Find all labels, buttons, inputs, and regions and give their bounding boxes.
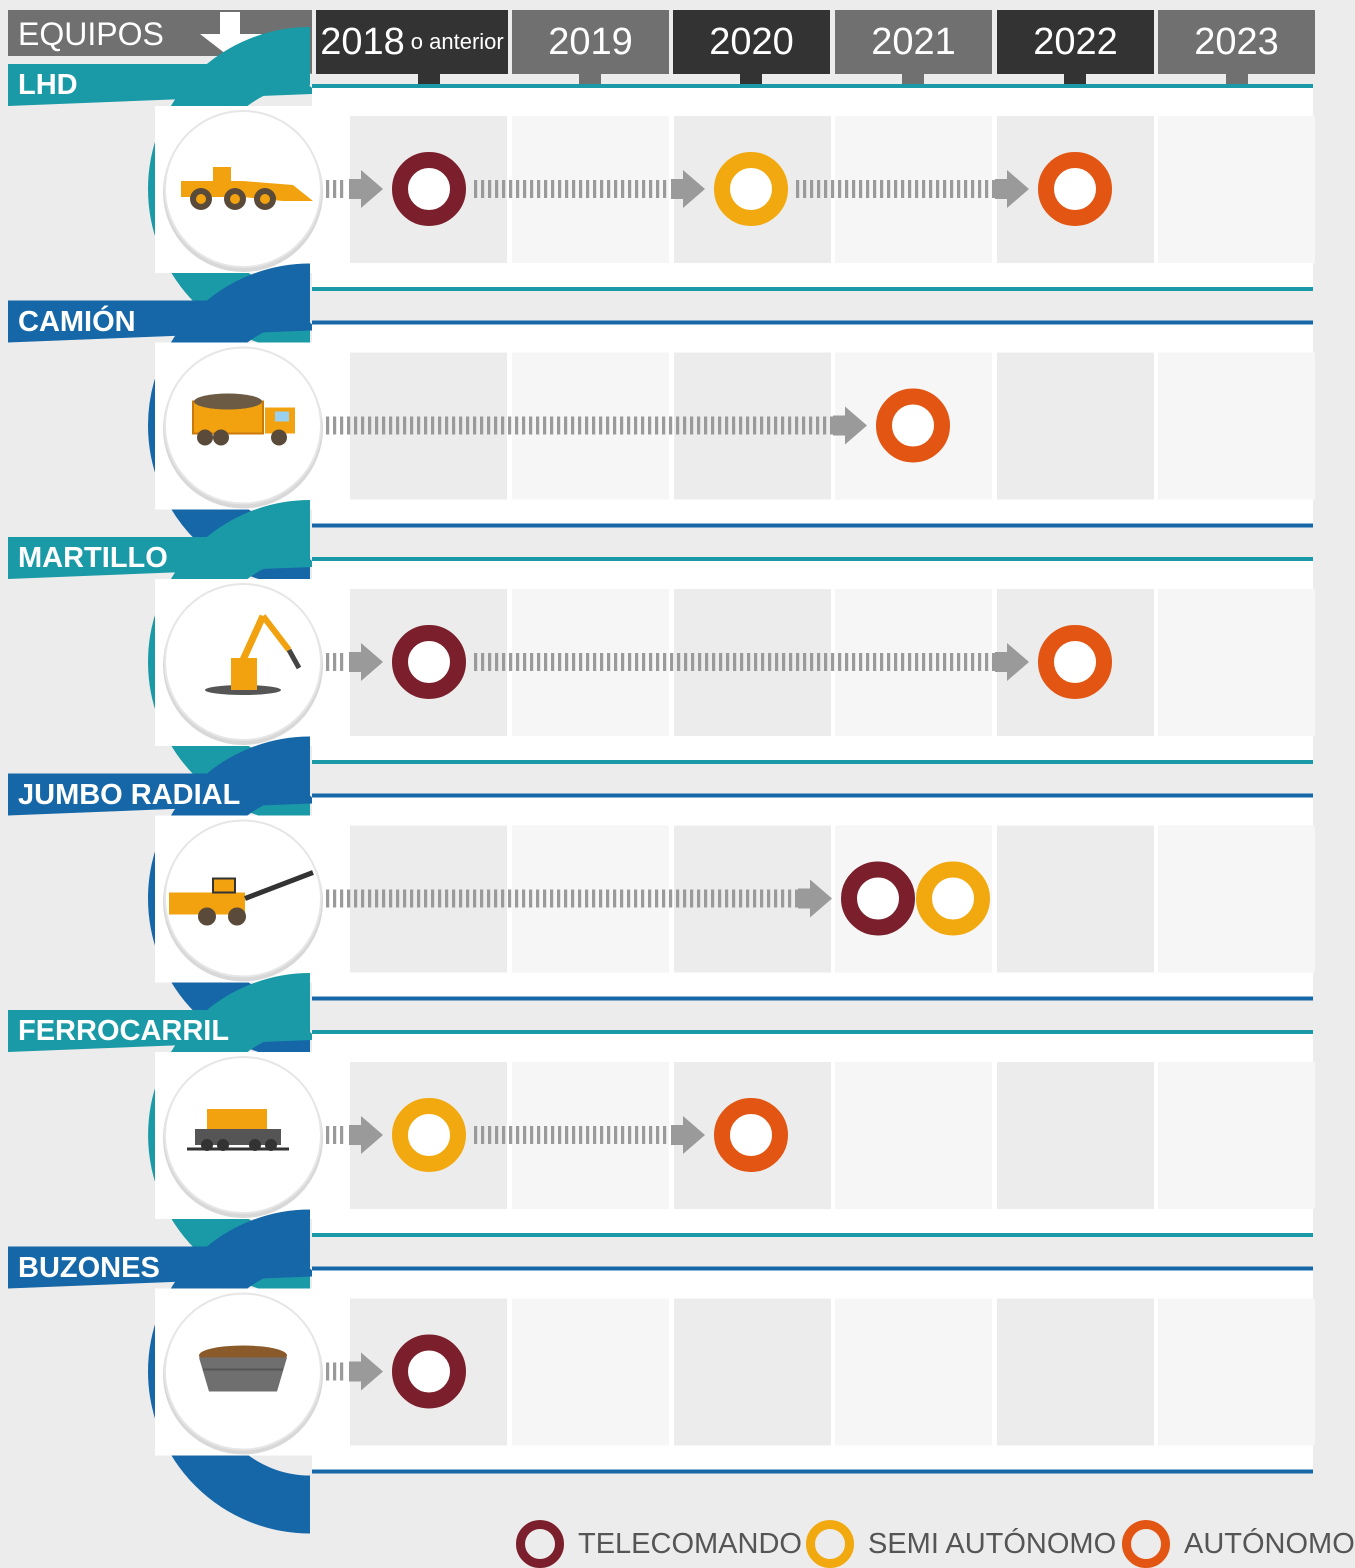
row-band-top-line [312, 794, 1313, 798]
row-band-top-line [312, 1267, 1313, 1271]
row-label: BUZONES [18, 1251, 160, 1284]
timeline-cell [1158, 589, 1315, 736]
timeline-cell [674, 1299, 831, 1446]
row-band-bottom-line [312, 760, 1313, 764]
milestone-telecomando [400, 1343, 458, 1401]
row-label: CAMIÓN [18, 305, 136, 338]
year-label-5 [1158, 10, 1315, 74]
legend-ring-icon [806, 1520, 854, 1568]
row-band-top-line [312, 321, 1313, 325]
row-band-bottom-line [312, 997, 1313, 1001]
timeline-cell [1158, 116, 1315, 263]
row-label: LHD [18, 69, 78, 101]
row-band-top-line [312, 84, 1313, 88]
timeline-cell [1158, 1062, 1315, 1209]
year-text: 2021 [871, 20, 956, 63]
legend-label: AUTÓNOMO [1184, 1527, 1355, 1560]
row-band-bottom-line [312, 287, 1313, 291]
legend-label: SEMI AUTÓNOMO [868, 1527, 1117, 1560]
year-label-0 [316, 10, 508, 74]
timeline-cell [512, 826, 669, 973]
row-band-top-line [312, 557, 1313, 561]
timeline-cell [997, 1062, 1154, 1209]
timeline-cell [835, 116, 992, 263]
timeline-cell [512, 1062, 669, 1209]
row-band-top-line [312, 1030, 1313, 1034]
timeline-cell [1158, 1299, 1315, 1446]
row-label: MARTILLO [18, 542, 168, 574]
row-band-bottom-line [312, 524, 1313, 528]
year-label-1 [512, 10, 669, 74]
year-label-4 [997, 10, 1154, 74]
year-suffix: o anterior [410, 29, 504, 54]
row-label: FERROCARRIL [18, 1015, 230, 1047]
timeline-cell [512, 353, 669, 500]
legend-ring-icon [516, 1520, 564, 1568]
timeline-cell [512, 589, 669, 736]
milestone-telecomando [849, 870, 907, 928]
milestone-semi [722, 160, 780, 218]
timeline-cell [1158, 353, 1315, 500]
row-label: JUMBO RADIAL [18, 778, 241, 811]
milestone-autonomo [1046, 633, 1104, 691]
timeline-cell [835, 1062, 992, 1209]
equipos-title: EQUIPOS [18, 16, 164, 52]
legend-item-telecomando [516, 1522, 802, 1566]
timeline-cell [350, 826, 507, 973]
milestone-telecomando [400, 633, 458, 691]
milestone-semi [924, 870, 982, 928]
milestone-autonomo [1046, 160, 1104, 218]
ore-bin-icon-art [199, 1346, 287, 1392]
year-text: 2023 [1194, 20, 1279, 63]
row-band-bottom-line [312, 1470, 1313, 1474]
year-label-3 [835, 10, 992, 74]
timeline-cell [835, 1299, 992, 1446]
milestone-telecomando [400, 160, 458, 218]
year-label-2 [673, 10, 830, 74]
milestone-autonomo [722, 1106, 780, 1164]
milestone-semi [400, 1106, 458, 1164]
year-text: 2019 [548, 20, 633, 63]
timeline-cell [997, 826, 1154, 973]
timeline-cell [512, 1299, 669, 1446]
milestone-autonomo [884, 397, 942, 455]
timeline-cell [1158, 826, 1315, 973]
timeline-cell [512, 116, 669, 263]
year-text: 2022 [1033, 20, 1118, 63]
year-text: 2020 [709, 20, 794, 63]
legend-label: TELECOMANDO [578, 1527, 802, 1560]
timeline-cell [674, 589, 831, 736]
legend-ring-icon [1122, 1520, 1170, 1568]
year-text: 2018 [320, 20, 405, 63]
legend-item-semi [806, 1522, 1116, 1566]
row-band-bottom-line [312, 1233, 1313, 1237]
timeline-cell [350, 353, 507, 500]
timeline-cell [835, 589, 992, 736]
timeline-cell [997, 353, 1154, 500]
timeline-cell [997, 1299, 1154, 1446]
legend-item-autonomo [1122, 1522, 1355, 1566]
